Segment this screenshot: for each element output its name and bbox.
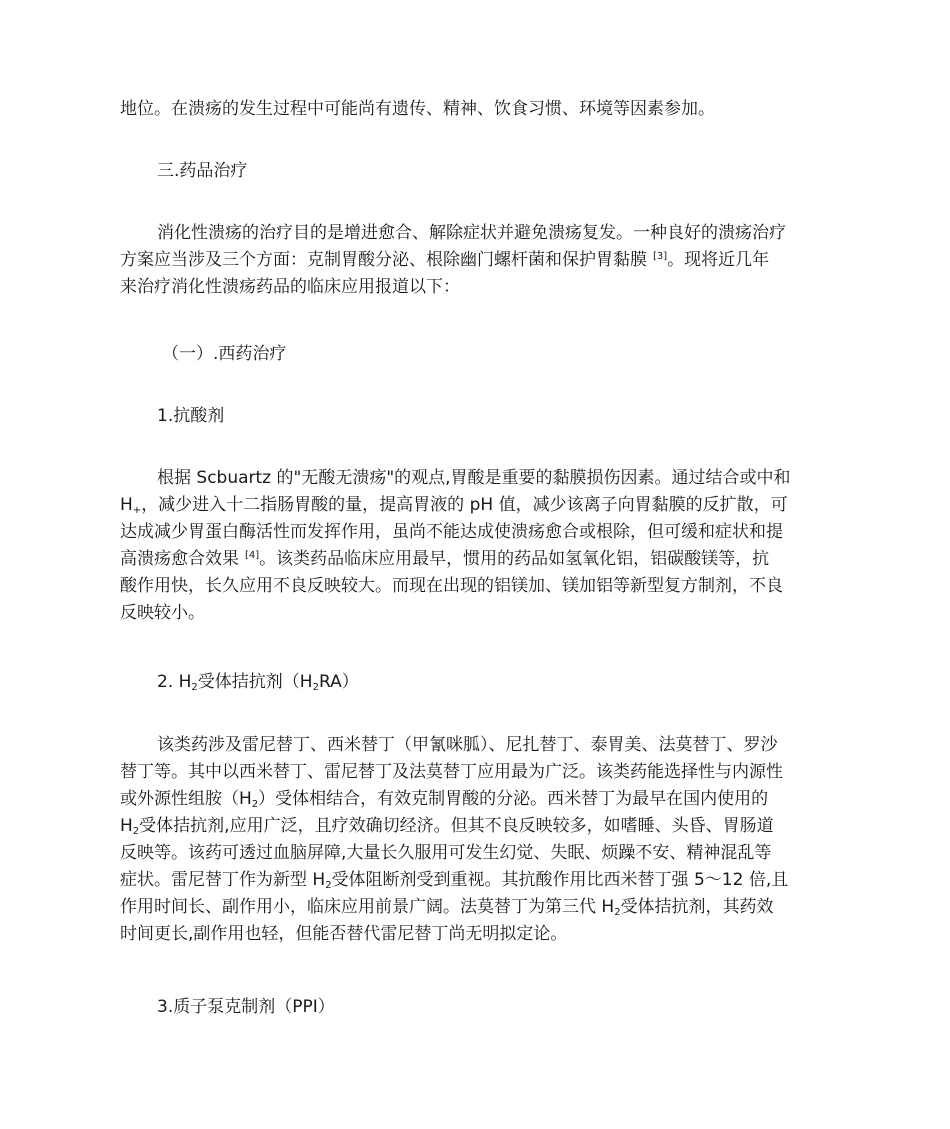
- heading-ppi: 3.质子泵克制剂（PPI）: [157, 997, 335, 1017]
- text-line: 来治疗消化性溃疡药品的临床应用报道以下：: [120, 277, 460, 297]
- text-line: $H_2$受体拮抗剂,应用广泛，且疗效确切经济。但其不良反映较多，如嗜睡、头昏、胃肠道: [120, 816, 774, 837]
- text-line: 方案应当涉及三个方面：克制胃酸分泌、根除幽门螺杆菌和保护胃黏膜 [3]。现将近几年: [120, 250, 770, 270]
- citation-ref: [3]: [653, 251, 668, 262]
- paragraph-treatment-goal: [120, 220, 832, 301]
- paragraph-intro-tail: [120, 96, 832, 123]
- text-line: 反映较小。: [120, 603, 205, 623]
- heading-antacid: 1.抗酸剂: [157, 406, 225, 426]
- text-line: 达成减少胃蛋白酶活性而发挥作用，虽尚不能达成使溃疡愈合或根除，但可缓和症状和提: [120, 522, 783, 542]
- paragraph-antacid: [120, 465, 832, 627]
- heading-western-medicine: （一）.西药治疗: [162, 344, 287, 364]
- text-line: 症状。雷尼替丁作为新型 $H_2$受体阻断剂受到重视。其抗酸作用比西米替丁强 5～12 倍,且: [120, 870, 789, 891]
- text-line: 根据 Scbuartz 的"无酸无溃疡"的观点,胃酸是重要的黏膜损伤因素。通过结合或中和: [157, 468, 791, 488]
- text-line: 时间更长,副作用也轻，但能否替代雷尼替丁尚无明拟定论。: [120, 924, 568, 944]
- text-line: $H_+$，减少进入十二指肠胃酸的量，提高胃液的 pH 值，减少该离子向胃黏膜的反扩散，可: [120, 495, 788, 516]
- text-line: 替丁等。其中以西米替丁、雷尼替丁及法莫替丁应用最为广泛。该类药能选择性与内源性: [120, 762, 783, 782]
- paragraph-h2ra: [120, 732, 832, 948]
- heading-section-3: 三.药品治疗: [157, 161, 248, 181]
- text-line: 或外源性组胺$(H_2)$受体相结合，有效克制胃酸的分泌。西米替丁为最早在国内使用的: [120, 789, 769, 810]
- text-line: 该类药涉及雷尼替丁、西米替丁（甲氰咪胍）、尼扎替丁、泰胃美、法莫替丁、罗沙: [157, 735, 778, 755]
- text-line: 地位。在溃疡的发生过程中可能尚有遗传、精神、饮食习惯、环境等因素参加。: [120, 99, 715, 119]
- text-line: 作用时间长、副作用小，临床应用前景广阔。法莫替丁为第三代 $H_2$受体拮抗剂，其药效: [120, 897, 774, 918]
- text-line: 消化性溃疡的治疗目的是增进愈合、解除症状并避免溃疡复发。一种良好的溃疡治疗: [157, 223, 786, 243]
- text-line: 反映等。该药可透过血脑屏障,大量长久服用可发生幻觉、失眠、烦躁不安、精神混乱等: [120, 843, 772, 863]
- heading-h2ra: 2. $H_2$受体拮抗剂$(H_2RA)$: [157, 672, 359, 693]
- text-line: 高溃疡愈合效果 [4]。该类药品临床应用最早，惯用的药品如氢氧化铝，铝碳酸镁等，抗: [120, 549, 770, 569]
- text-line: 酸作用快，长久应用不良反映较大。而现在出现的铝镁加、镁加铝等新型复方制剂，不良: [120, 576, 783, 596]
- citation-ref: [4]: [245, 550, 260, 561]
